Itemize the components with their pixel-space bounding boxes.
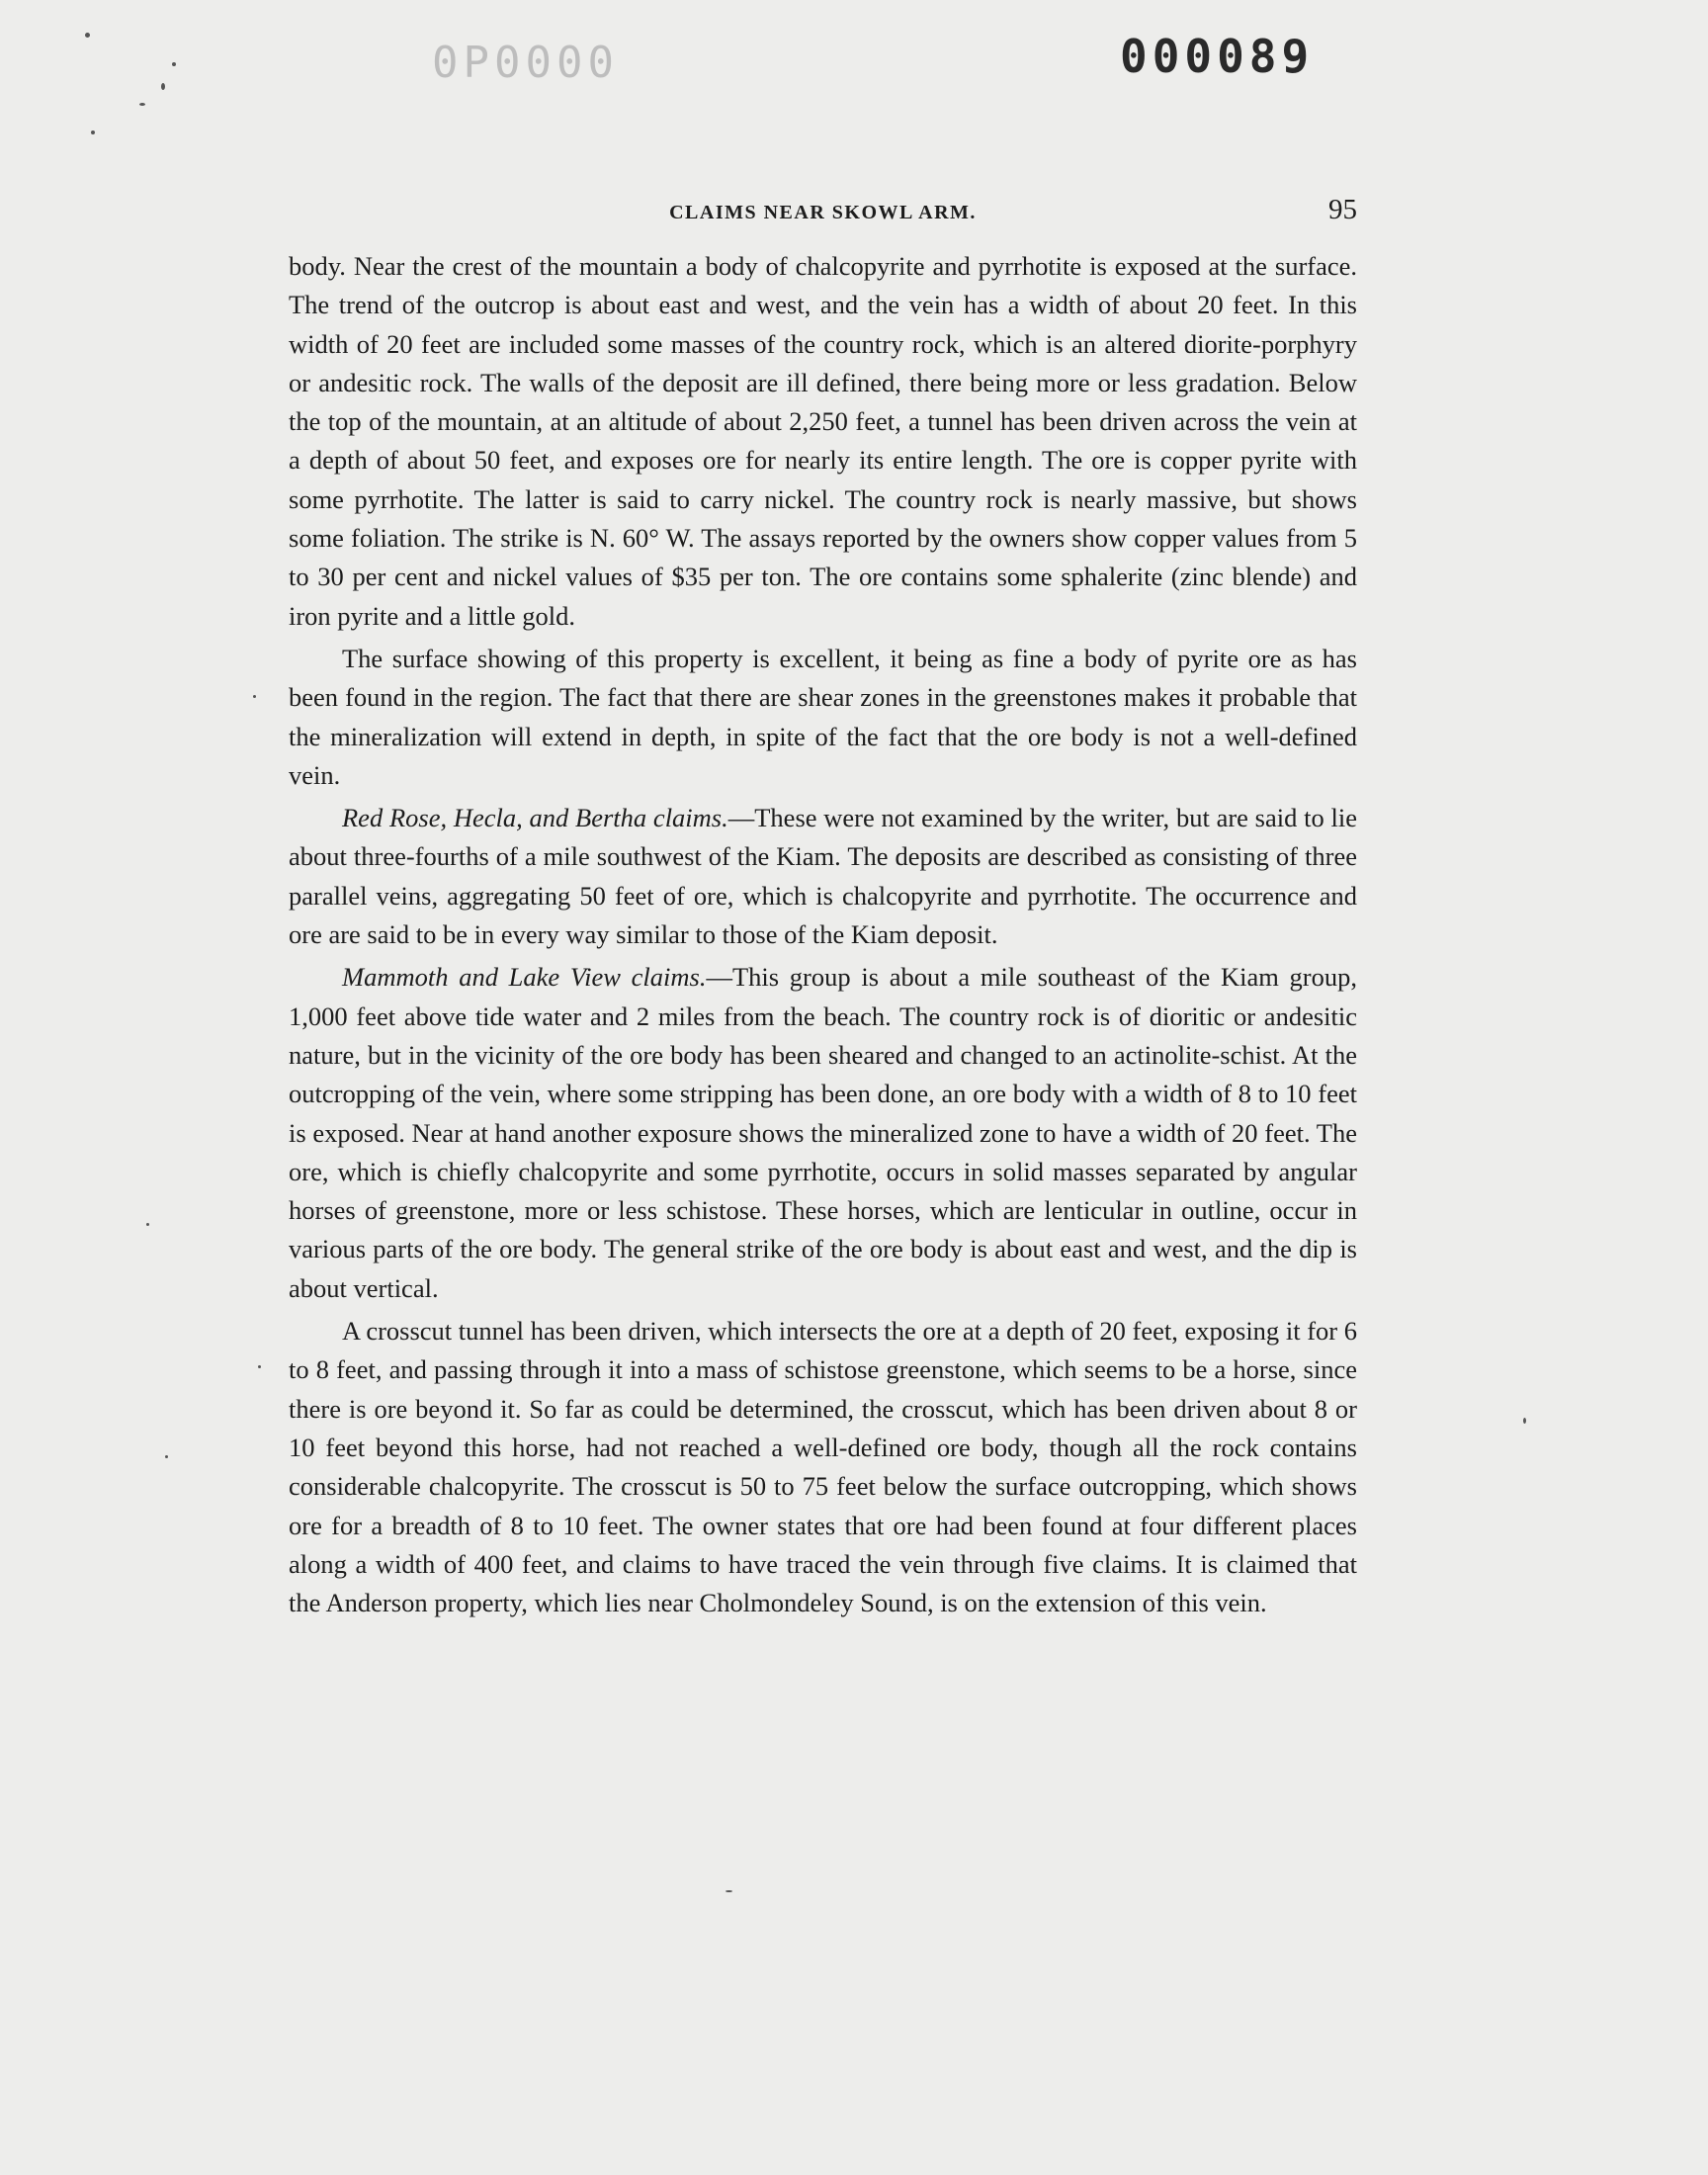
scan-speck xyxy=(258,1365,261,1368)
paragraph-4-lead: Mammoth and Lake View claims. xyxy=(342,962,707,993)
scan-speck xyxy=(172,62,176,66)
paragraph-5 xyxy=(289,1312,1357,1622)
scan-speck xyxy=(253,695,256,698)
body-text xyxy=(289,247,1357,1626)
paragraph-3 xyxy=(289,799,1357,954)
document-stamp-number: 000089 xyxy=(1120,30,1315,83)
scan-speck xyxy=(139,103,145,106)
page-number: 95 xyxy=(1328,194,1357,225)
paragraph-1-text: body. Near the crest of the mountain a body of chalcopyrite and pyrrhotite is exposed at the surface. The trend of the outcrop is about east and west, and the vein has a width of about 20 feet. In this width of 20 feet are included some masses of the country rock, which is an altered diorite-porphyry or andesitic rock. The walls of the deposit are ill defined, there being more or less gradation. Below the top of the mountain, at an altitude of about 2,250 feet, a tunnel has been driven across the vein at a depth of about 50 feet, and exposes ore for nearly its entire length. The ore is copper pyrite with some pyrrhotite. The latter is said to carry nickel. The country rock is nearly massive, but shows some foliation. The strike is N. 60° W. The assays reported by the owners show copper values from 5 to 30 per cent and nickel values of $35 per ton. The ore contains some sphalerite (zinc blende) and iron pyrite and a little gold. xyxy=(289,251,1357,631)
running-header xyxy=(289,194,1357,233)
scan-speck xyxy=(165,1455,168,1458)
faint-stamp-number: 0P0000 xyxy=(432,38,619,88)
scan-speck xyxy=(91,130,95,134)
paragraph-2 xyxy=(289,640,1357,795)
paragraph-5-text: A crosscut tunnel has been driven, which intersects the ore at a depth of 20 feet, exposing it for 6 to 8 feet, and passing through it into a mass of schistose greenstone, which seems to be a horse, since there is ore beyond it. So far as could be determined, the crosscut, which has been driven about 8 or 10 feet beyond this horse, had not reached a well-defined ore body, though all the rock contains considerable chalcopyrite. The crosscut is 50 to 75 feet below the surface outcropping, which shows ore for a breadth of 8 to 10 feet. The owner states that ore had been found at four different places along a width of 400 feet, and claims to have traced the vein through five claims. It is claimed that the Anderson property, which lies near Cholmondeley Sound, is on the extension of this vein. xyxy=(289,1316,1357,1618)
scan-speck xyxy=(161,83,165,90)
paragraph-3-text: —These were not examined by the writer, but are said to lie about three-fourths of a mile southwest of the Kiam. The deposits are described as consisting of three parallel veins, aggregating 50 feet of ore, which is chalcopyrite and pyrrhotite. The occurrence and ore are said to be in every way similar to those of the Kiam deposit. xyxy=(289,803,1357,950)
running-title: CLAIMS NEAR SKOWL ARM. xyxy=(669,202,977,223)
paragraph-4 xyxy=(289,958,1357,1308)
paragraph-4-text: —This group is about a mile southeast of the Kiam group, 1,000 feet above tide water and 2 miles from the beach. The country rock is of dioritic or andesitic nature, but in the vicinity of the ore body has been sheared and changed to an actinolite-schist. At the outcropping of the vein, where some stripping has been done, an ore body with a width of 8 to 10 feet is exposed. Near at hand another exposure shows the mineralized zone to have a width of 20 feet. The ore, which is chiefly chalcopyrite and some pyrrhotite, occurs in solid masses separated by angular horses of greenstone, more or less schistose. These horses, which are lenticular in outline, occur in various parts of the ore body. The general strike of the ore body is about east and west, and the dip is about vertical. xyxy=(289,962,1357,1303)
scan-speck xyxy=(1523,1418,1526,1424)
scan-speck xyxy=(146,1223,149,1226)
paragraph-3-lead: Red Rose, Hecla, and Bertha claims. xyxy=(342,803,728,833)
paragraph-2-text: The surface showing of this property is excellent, it being as fine a body of pyrite ore as has been found in the region. The fact that there are shear zones in the greenstones makes it probable that the mineralization will extend in depth, in spite of the fact that the ore body is not a well-defined vein. xyxy=(289,643,1357,790)
scan-speck xyxy=(85,33,90,38)
scan-speck xyxy=(726,1890,732,1892)
paragraph-1 xyxy=(289,247,1357,636)
